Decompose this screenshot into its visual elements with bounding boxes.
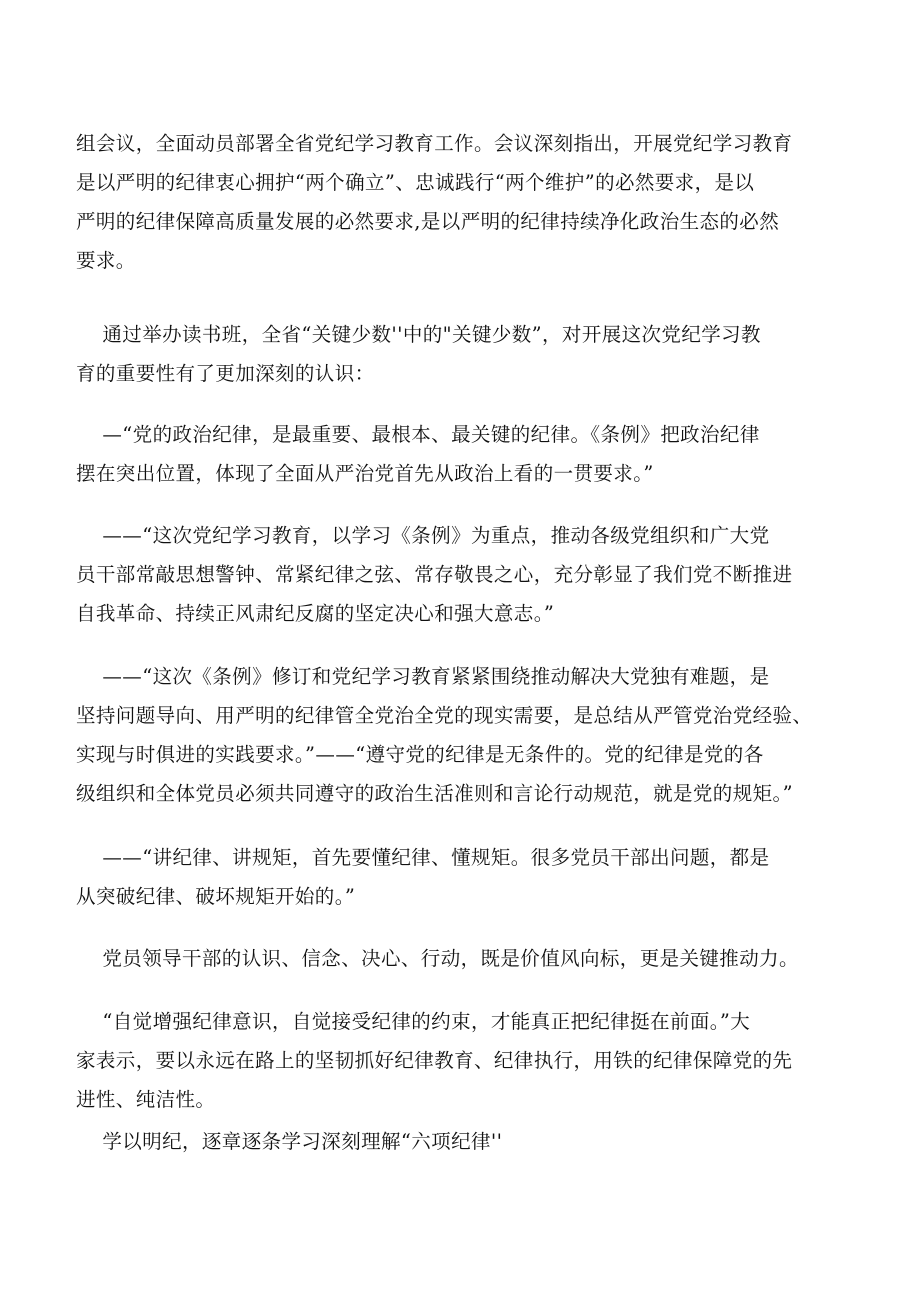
paragraph-1: [76, 124, 860, 280]
text-line: 通过举办读书班，全省“关键少数''中的"关键少数”，对开展这次党纪学习教: [76, 323, 761, 346]
text-line: 严明的纪律保障高质量发展的必然要求,是以严明的纪律持续净化政治生态的必然: [76, 210, 780, 233]
text-line: “自觉增强纪律意识，自觉接受纪律的约束，才能真正把纪律挺在前面。”大: [76, 1010, 751, 1033]
text-line: 实现与时俱进的实践要求。”——“遵守党的纪律是无条件的。党的纪律是党的各: [76, 743, 764, 766]
text-line: ——“这次《条例》修订和党纪学习教育紧紧围绕推动解决大党独有难题，是: [76, 665, 770, 688]
text-line: ——“这次党纪学习教育，以学习《条例》为重点，推动各级党组织和广大党: [76, 524, 770, 547]
text-line: 级组织和全体党员必须共同遵守的政治生活准则和言论行动规范，就是党的规矩。”: [76, 782, 794, 805]
text-line: 员干部常敲思想警钟、常紧纪律之弦、常存敬畏之心，充分彰显了我们党不断推进: [76, 563, 793, 586]
text-line: 家表示，要以永远在路上的坚韧抓好纪律教育、纪律执行，用铁的纪律保障党的先: [76, 1049, 793, 1072]
paragraph-8: [76, 1002, 860, 1119]
paragraph-7: [76, 939, 860, 978]
text-line: 育的重要性有了更加深刻的认识：: [76, 362, 375, 385]
paragraph-2: [76, 315, 860, 393]
text-line: 要求。: [76, 249, 136, 272]
paragraph-5: [76, 657, 860, 813]
text-line: 坚持问题导向、用严明的纪律管全党治全党的现实需要，是总结从严管党治党经验、: [76, 704, 813, 727]
text-line: —“党的政治纪律，是最重要、最根本、最关键的纪律。《条例》把政治纪律: [76, 423, 760, 446]
text-line: 自我革命、持续正风肃纪反腐的坚定决心和强大意志。”: [76, 602, 555, 625]
text-line: ——“讲纪律、讲规矩，首先要懂纪律、懂规矩。很多党员干部出问题，都是: [76, 846, 770, 869]
text-line: 从突破纪律、破坏规矩开始的。”: [76, 885, 356, 908]
text-line: 摆在突出位置，体现了全面从严治党首先从政治上看的一贯要求。”: [76, 462, 654, 485]
text-line: 进性、纯洁性。: [76, 1088, 216, 1111]
paragraph-6: [76, 838, 860, 916]
text-line: 组会议，全面动员部署全省党纪学习教育工作。会议深刻指出，开展党纪学习教育: [76, 132, 793, 155]
text-line: 党员领导干部的认识、信念、决心、行动，既是价值风向标，更是关键推动力。: [76, 947, 799, 970]
paragraph-9: [76, 1122, 860, 1161]
paragraph-3: [76, 415, 860, 493]
paragraph-4: [76, 516, 860, 633]
text-line: 是以严明的纪律衷心拥护“两个确立”、忠诚践行“两个维护”的必然要求，是以: [76, 171, 755, 194]
text-line: 学以明纪，逐章逐条学习深刻理解“六项纪律'': [76, 1130, 503, 1153]
